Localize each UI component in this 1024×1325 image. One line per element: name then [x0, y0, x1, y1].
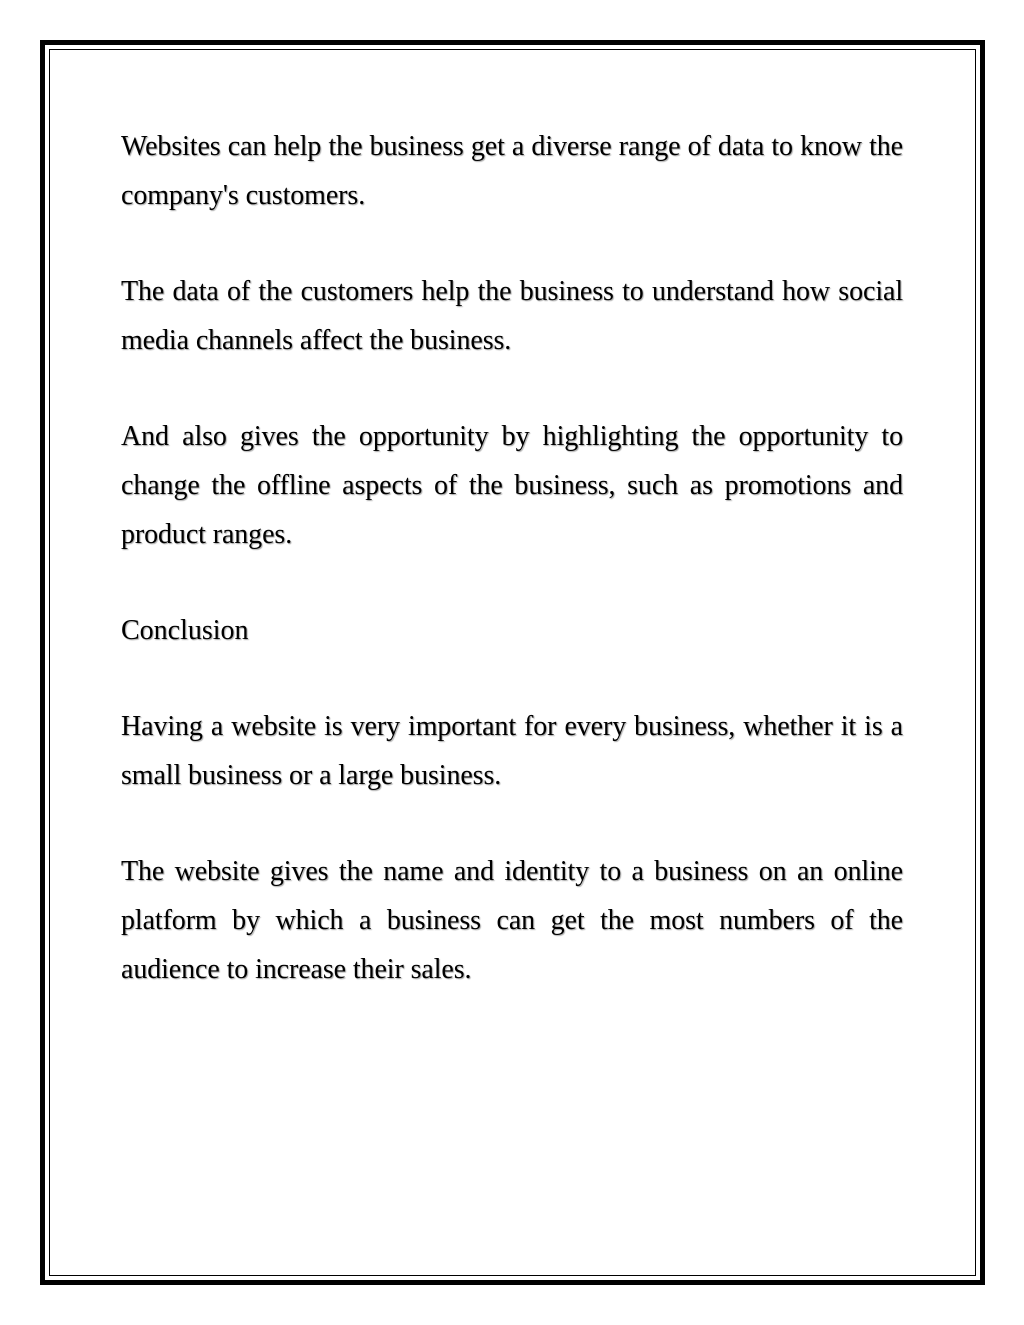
paragraph-websites-data: Websites can help the business get a diverse range of data to know the company's customers. — [121, 131, 903, 211]
paragraph-website-importance: Having a website is very important for every business, whether it is a small business or a large business. — [121, 711, 903, 791]
paragraph-opportunity: And also gives the opportunity by highlighting the opportunity to change the offline aspects of the business, such as promotions and product ranges. — [121, 421, 903, 550]
document-body — [121, 122, 903, 1041]
paragraph-customer-data: The data of the customers help the business to understand how social media channels affect the business. — [121, 276, 903, 356]
paragraph-website-identity: The website gives the name and identity to a business on an online platform by which a business can get the most numbers of the audience to increase their sales. — [121, 856, 903, 985]
section-heading-conclusion: Conclusion — [121, 615, 249, 646]
